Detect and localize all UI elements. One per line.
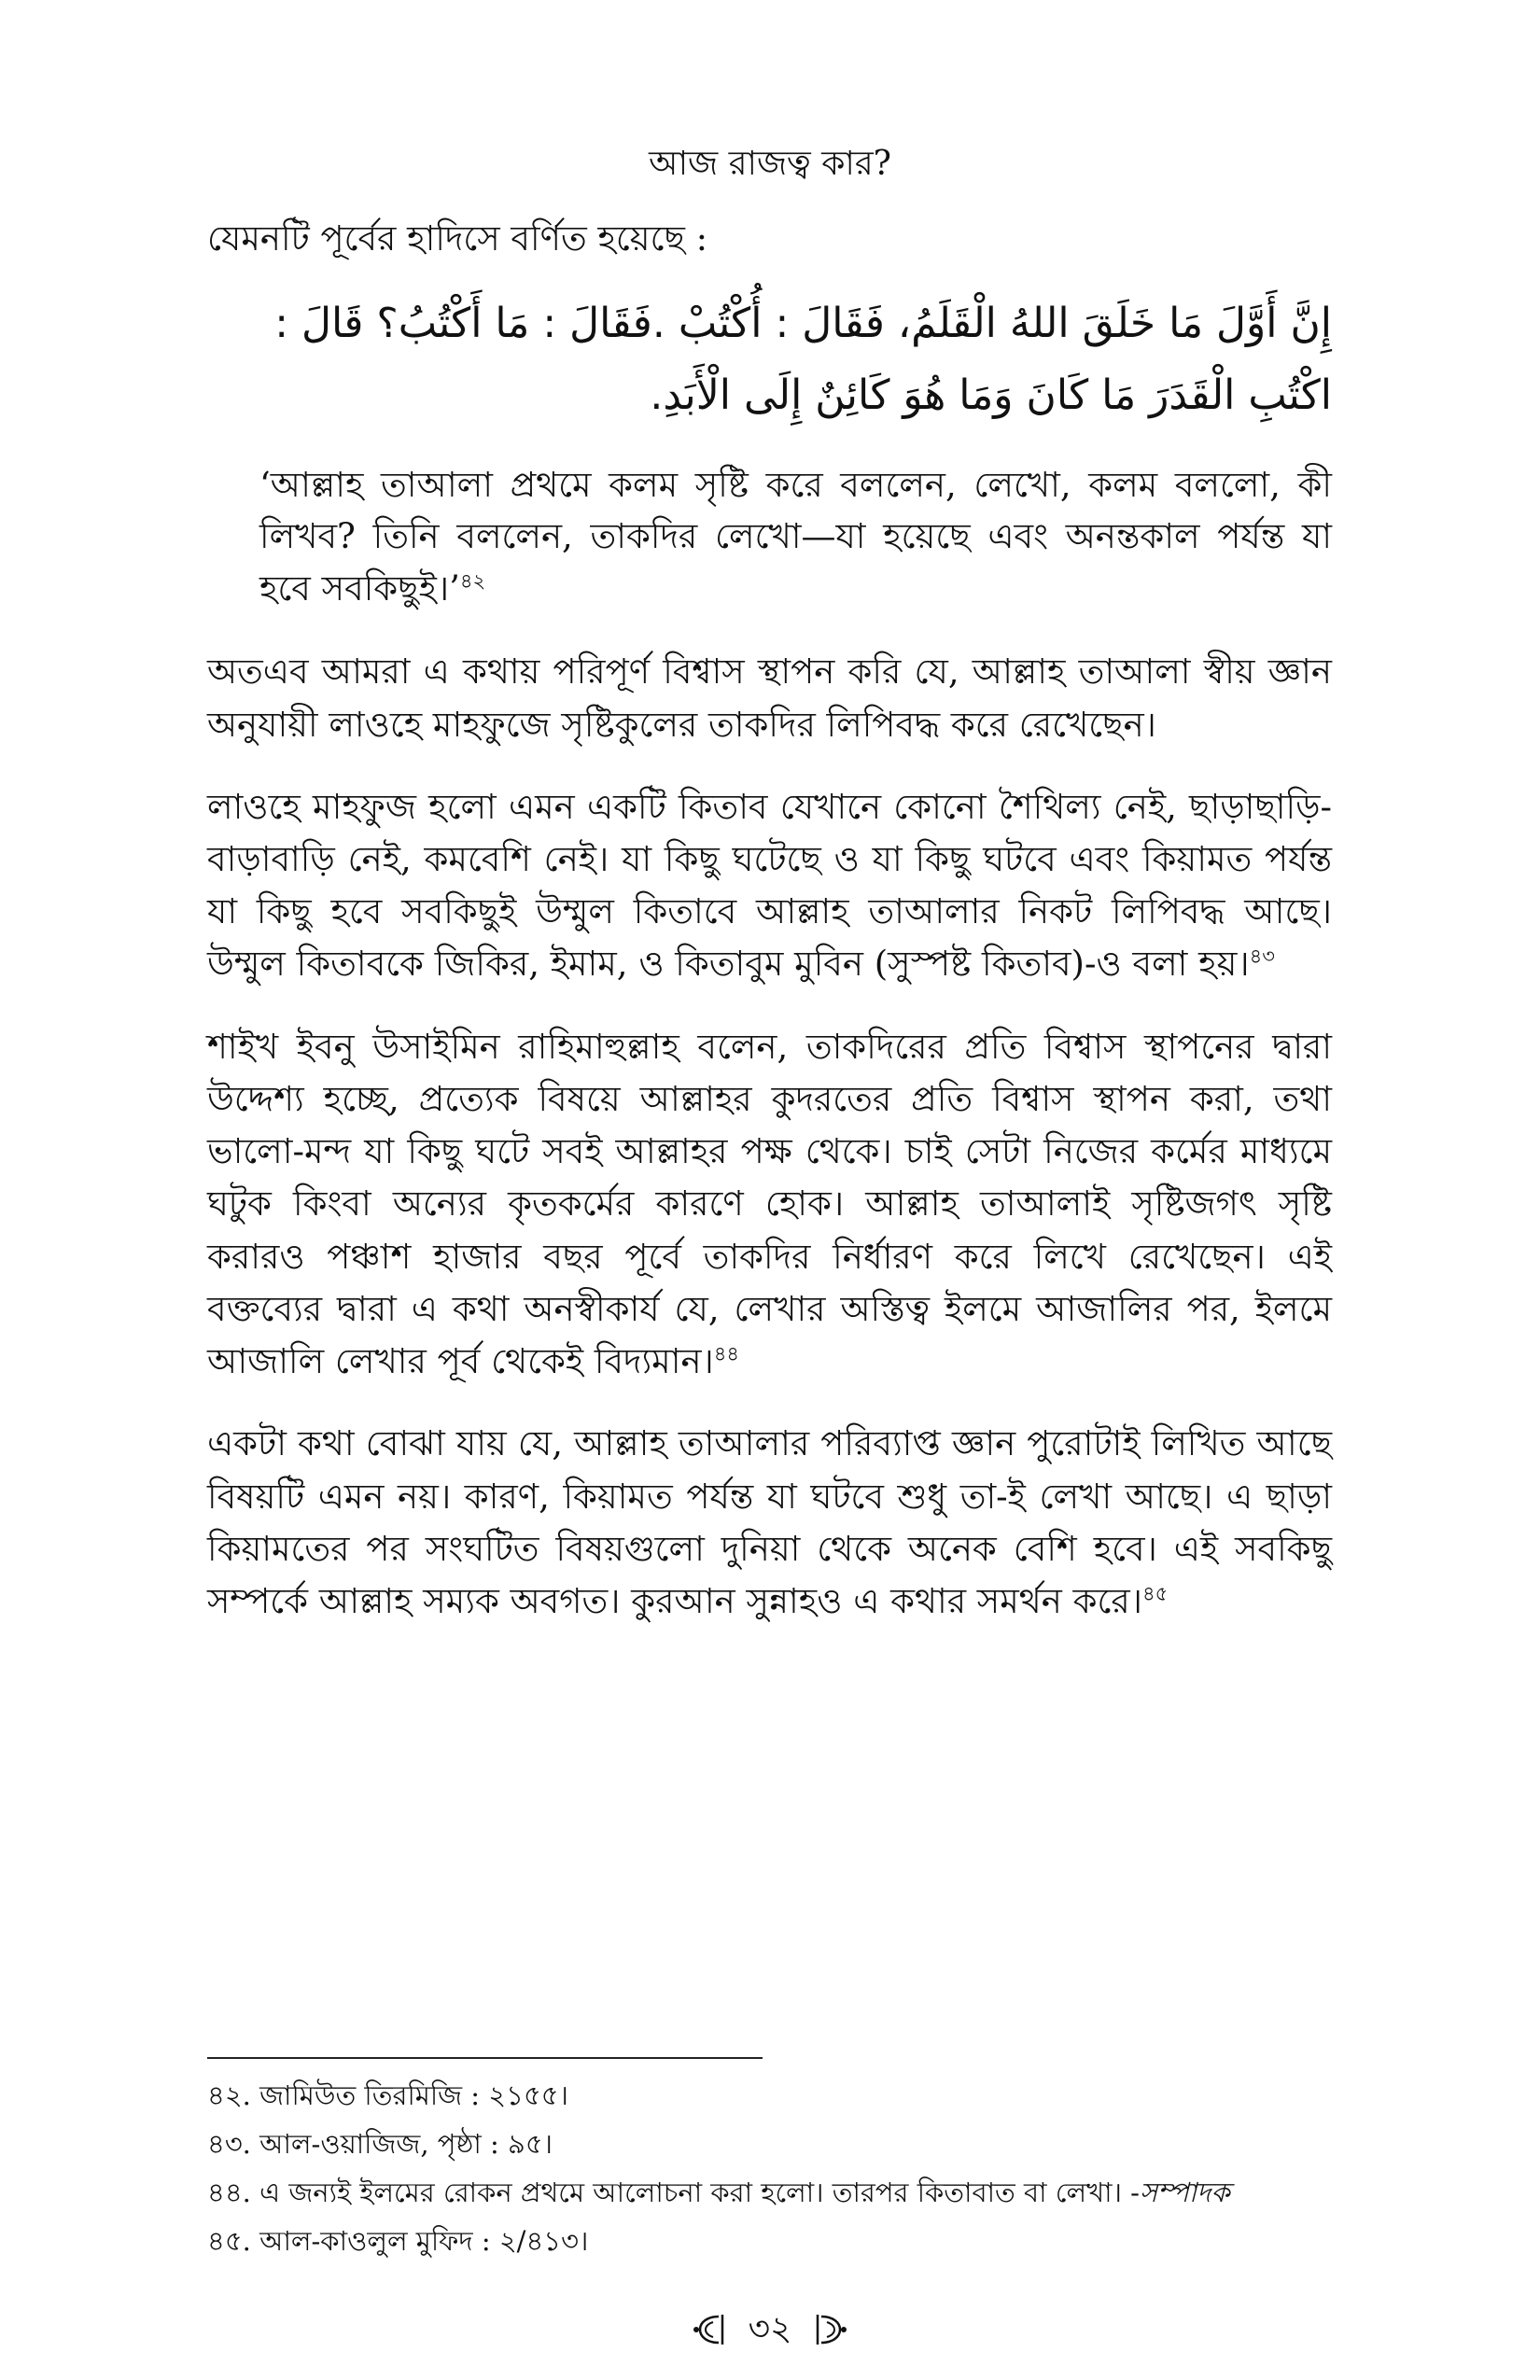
footnote-ref[interactable]: ৪২	[459, 569, 486, 593]
hadith-translation-quote	[259, 459, 1332, 615]
footnote-text: ৪২. জামিউত তিরমিজি : ২১৫৫।	[207, 2079, 568, 2111]
running-head: আজ রাজত্ব কার?	[649, 145, 891, 183]
footnote	[207, 2173, 1332, 2212]
paragraph	[207, 646, 1332, 750]
quote-text: ‘আল্লাহ তাআলা প্রথমে কলম সৃষ্টি করে বললেন, লেখো, কলম বললো, কী লিখব? তিনি বললেন, তাকদির লেখো—যা হয়েছে এবং অনন্তকাল পর্যন্ত যা হবে সবকিছুই।’	[259, 464, 1332, 609]
intro-line: যেমনটি পূর্বের হাদিসে বর্ণিত হয়েছে :	[207, 218, 708, 259]
footnote-ref[interactable]: ৪৪	[713, 1342, 740, 1365]
footnote	[207, 2221, 1332, 2261]
page-number-block	[0, 2311, 1540, 2348]
footnote	[207, 2124, 1332, 2163]
page-ornament-right-icon	[814, 2311, 851, 2348]
arabic-line: إِنَّ أَوَّلَ مَا خَلَقَ اللهُ الْقَلَمُ، فَقَالَ : أُكْتُبْ .فَقَالَ : مَا أَكْتُبُ؟ قَالَ :	[274, 299, 1332, 347]
paragraph-text: অতএব আমরা এ কথায় পরিপূর্ণ বিশ্বাস স্থাপন করি যে, আল্লাহ তাআলা স্বীয় জ্ঞান অনুযায়ী লাওহে মাহফুজে সৃষ্টিকুলের তাকদির লিপিবদ্ধ করে রেখেছেন।	[207, 651, 1332, 745]
arabic-line: اكْتُبِ الْقَدَرَ مَا كَانَ وَمَا هُوَ كَائِنٌ إِلَى الْأَبَدِ.	[650, 371, 1332, 419]
paragraph-text: শাইখ ইবনু উসাইমিন রাহিমাহুল্লাহ বলেন, তাকদিরের প্রতি বিশ্বাস স্থাপনের দ্বারা উদ্দেশ্য হচ্ছে, প্রত্যেক বিষয়ে আল্লাহর কুদরতের প্রতি বিশ্বাস স্থাপন করা, তথা ভালো-মন্দ যা কিছু ঘটে সবই আল্লাহর পক্ষ থেকে। চাই সেটা নিজের কর্মের মাধ্যমে ঘটুক কিংবা অন্যের কৃতকর্মের কারণে হোক। আল্লাহ তাআলাই সৃষ্টিজগৎ সৃষ্টি করারও পঞ্চাশ হাজার বছর পূর্বে তাকদির নির্ধারণ করে লিখে রেখেছেন। এই বক্তব্যের দ্বারা এ কথা অনস্বীকার্য যে, লেখার অস্তিত্ব ইলমে আজালির পর, ইলমে আজালি লেখার পূর্ব থেকেই বিদ্যমান।	[207, 1026, 1332, 1382]
paragraph-text: লাওহে মাহফুজ হলো এমন একটি কিতাব যেখানে কোনো শৈথিল্য নেই, ছাড়াছাড়ি-বাড়াবাড়ি নেই, কমবেশি নেই। যা কিছু ঘটেছে ও যা কিছু ঘটবে এবং কিয়ামত পর্যন্ত যা কিছু হবে সবকিছুই উম্মুল কিতাবে আল্লাহ তাআলার নিকট লিপিবদ্ধ আছে। উম্মুল কিতাবকে জিকির, ইমাম, ও কিতাবুম মুবিন (সুস্পষ্ট কিতাব)-ও বলা হয়।	[207, 786, 1332, 985]
footnote-divider	[207, 2057, 763, 2059]
footnote-text: ৪৩. আল-ওয়াজিজ, পৃষ্ঠা : ৯৫।	[207, 2128, 553, 2161]
paragraph	[207, 1418, 1332, 1628]
main-content	[207, 215, 1332, 1658]
page-ornament-left-icon	[689, 2311, 726, 2348]
footnote	[207, 2076, 1332, 2115]
footnote-ref[interactable]: ৪৩	[1249, 945, 1275, 969]
arabic-hadith-block	[207, 287, 1332, 431]
footnote-ref[interactable]: ৪৫	[1141, 1582, 1169, 1605]
paragraph-text: একটা কথা বোঝা যায় যে, আল্লাহ তাআলার পরিব্যাপ্ত জ্ঞান পুরোটাই লিখিত আছে বিষয়টি এমন নয়। কারণ, কিয়ামত পর্যন্ত যা ঘটবে শুধু তা-ই লেখা আছে। এ ছাড়া কিয়ামতের পর সংঘটিত বিষয়গুলো দুনিয়া থেকে অনেক বেশি হবে। এই সবকিছু সম্পর্কে আল্লাহ সম্যক অবগত। কুরআন সুন্নাহও এ কথার সমর্থন করে।	[207, 1423, 1332, 1622]
page-number: ৩২	[748, 2310, 792, 2348]
footnotes	[207, 2057, 1332, 2270]
paragraph	[207, 781, 1332, 991]
footnote-text: ৪৫. আল-কাওলুল মুফিদ : ২/৪১৩।	[207, 2225, 589, 2258]
footnote-editor-credit: সম্পাদক	[1139, 2177, 1230, 2209]
paragraph	[207, 1021, 1332, 1389]
footnote-text: ৪৪. এ জন্যই ইলমের রোকন প্রথমে আলোচনা করা হলো। তারপর কিতাবাত বা লেখা। -	[207, 2177, 1140, 2209]
